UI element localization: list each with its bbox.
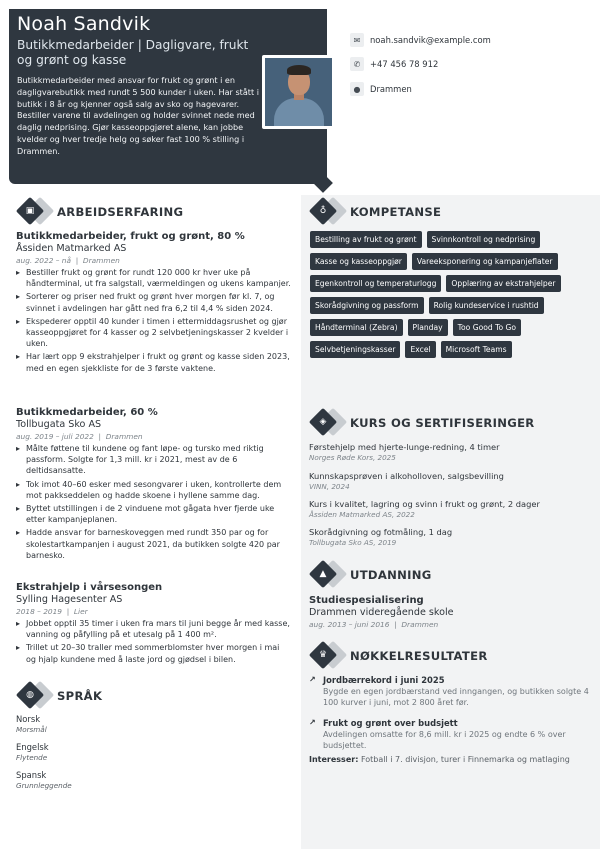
profile-summary: Butikkmedarbeider med ansvar for frukt og grønt i en dagligvarebutikk med rundt 5 500 kunder i uken. Har stått i butikk i 8 år og kjenner også salg av sko og hagevarer. Bestiller varene til avdelingen og holder svinnet nede med daglig nedprising. Gjør kasseoppgjøret alene, kan jobbe kvelder og hver tredje helg og søker fast 100 % stilling i Drammen. [17,75,259,156]
achievement-desc: Avdelingen omsatte for 8,6 mill. kr i 2025 og endte 6 % over budsjettet. [323,730,566,751]
job-company: Åssiden Matmarked AS [16,243,127,254]
interests [309,755,594,764]
language-name: Spansk [16,770,47,780]
email-text: noah.sandvik@example.com [370,35,491,45]
skill-chip: Kasse og kasseoppgjør [310,253,407,270]
job-role: Ekstrahjelp i vårsesongen [16,582,163,593]
course-item [309,442,594,463]
trend-up-icon: ↗ [309,675,316,684]
skill-chip: Planday [408,319,448,336]
skill-chip: Vareeksponering og kampanjeflater [412,253,558,270]
briefcase-icon: ▣ [25,206,35,216]
trend-up-icon: ↗ [309,718,316,727]
contact-phone[interactable] [350,57,438,71]
course-source: Norges Røde Kors, 2025 [309,453,396,462]
language-level: Morsmål [16,725,47,734]
languages-heading: SPRÅK [57,688,103,703]
globe-icon: ◍ [26,690,34,700]
skill-chip: Opplæring av ekstrahjelper [446,275,560,292]
achievements-header [311,643,488,668]
job-company: Tollbugata Sko AS [16,419,102,430]
education-item [309,594,584,630]
skill-chip: Skorådgivning og passform [310,297,424,314]
course-item [309,471,594,492]
skills-list [310,231,590,358]
experience-item [16,581,291,667]
skill-chip: Egenkontroll og temperaturlogg [310,275,441,292]
job-role: Butikkmedarbeider, frukt og grønt, 80 % [16,231,245,242]
skill-chip: Bestilling av frukt og grønt [310,231,422,248]
achievement-title: Jordbærrekord i juni 2025 [323,675,445,685]
course-source: Tollbugata Sko AS, 2019 [309,538,397,547]
skills-heading: KOMPETANSE [350,204,442,219]
job-bullet: ▸ Trillet ut 20–30 traller med sommerblomster hver morgen i mai og hjalp kundene med å laste jord og gjødsel i bilen. [16,642,291,664]
trophy-icon: ♛ [318,650,328,660]
languages-header [18,683,102,708]
job-bullet: ▸ Ekspederer opptil 40 kunder i timen i ettermiddagsrushet og gjør kasseoppgjøret for 4 kasser og 2 selvbetjeningskasser 2 kvelder i uken. [16,316,291,350]
experience-heading: ARBEIDSERFARING [57,204,184,219]
language-item [16,742,49,763]
skill-chip: Microsoft Teams [441,341,512,358]
language-level: Grunnleggende [16,781,72,790]
experience-header [18,199,183,224]
education-header [311,562,432,587]
skill-chip: Rolig kundeservice i rushtid [429,297,544,314]
course-name: Kunnskapsprøven i alkoholloven, salgsbevilling [309,471,504,481]
contact-email[interactable] [350,33,491,47]
education-degree: Studiespesialisering [309,595,424,606]
achievement-desc: Bygde en egen jordbærstand ved inngangen, og butikken solgte 4 100 kurver i juni, mot 2 800 året før. [323,687,589,708]
course-name: Førstehjelp med hjerte-lunge-redning, 4 timer [309,442,500,452]
graduation-cap-icon: ▲ [319,569,327,579]
certificate-icon: ◈ [319,417,327,427]
job-role: Butikkmedarbeider, 60 % [16,407,158,418]
job-company: Sylling Hagesenter AS [16,594,123,605]
lightbulb-icon: ♁ [319,206,327,216]
skill-chip: Excel [405,341,435,358]
skill-chip: Svinnkontroll og nedprising [427,231,541,248]
interests-label: Interesser: [309,755,359,764]
location-text: Drammen [370,84,412,94]
education-meta: aug. 2013 – juni 2016 | Drammen [309,620,439,629]
language-name: Engelsk [16,742,49,752]
language-item [16,770,72,791]
job-bullet: ▸ Bestiller frukt og grønt for rundt 120 000 kr hver uke på håndterminal, ut fra salgstall, værmeldingen og ukens kampanjer. [16,267,291,289]
course-name: Skorådgivning og fotmåling, 1 dag [309,527,453,537]
job-bullet: ▸ Målte føttene til kundene og fant løpe- og tursko med riktig passform. Solgte for 1,3 mill. kr i 2021, mest av de 6 deltidsansatte. [16,443,291,477]
phone-icon: ✆ [350,57,364,71]
job-bullet: ▸ Tok imot 40–60 esker med sesongvarer i uken, kontrollerte dem mot pakkseddelen og hadde skoene i hyllene samme dag. [16,479,291,501]
job-bullet: ▸ Jobbet opptil 35 timer i uken fra mars til juni begge år med kasse, vanning og påfylling på et utesalg på 1 400 m². [16,618,291,640]
achievement-item [309,674,589,709]
person-name: Noah Sandvik [17,13,151,35]
course-source: Åssiden Matmarked AS, 2022 [309,510,415,519]
skill-chip: Selvbetjeningskasser [310,341,400,358]
job-meta: 2018 – 2019 | Lier [16,607,88,616]
language-level: Flytende [16,753,48,762]
job-meta: aug. 2022 – nå | Drammen [16,256,120,265]
job-bullet: ▸ Har lært opp 9 ekstrahjelper i frukt og grønt og kasse siden 2023, med en egen sjekkliste for de 3 første vaktene. [16,351,291,373]
courses-heading: KURS OG SERTIFISERINGER [350,415,535,430]
profile-photo [262,55,335,129]
achievement-item [309,717,589,752]
skills-header [311,199,441,224]
course-item [309,527,594,548]
job-bullet: ▸ Hadde ansvar for barneskoveggen med rundt 350 par og for skolestartkampanjen i august 2021, da butikken solgte 420 par barnesko. [16,527,291,561]
course-item [309,499,594,520]
courses-header [311,410,535,435]
interests-text: Fotball i 7. divisjon, turer i Finnemarka og matlaging [360,755,570,764]
location-pin-icon: ● [350,82,364,96]
language-name: Norsk [16,714,41,724]
experience-item [16,406,291,563]
experience-item [16,230,291,376]
job-bullet: ▸ Sorterer og priser ned frukt og grønt hver morgen før kl. 7, og svinnet i avdelingen har gått ned fra 6,2 til 4,4 % siden 2024. [16,291,291,313]
job-bullet: ▸ Byttet utstillingen i de 2 vinduene mot gågata hver fjerde uke etter kampanjeplanen. [16,503,291,525]
achievement-title: Frukt og grønt over budsjett [323,718,458,728]
contact-location [350,82,412,96]
language-item [16,714,47,735]
skill-chip: Too Good To Go [453,319,521,336]
phone-text: +47 456 78 912 [370,59,439,69]
education-heading: UTDANNING [350,567,432,582]
achievements-heading: NØKKELRESULTATER [350,648,488,663]
course-source: VINN, 2024 [309,482,350,491]
education-school: Drammen videregående skole [309,607,454,618]
job-meta: aug. 2019 – juli 2022 | Drammen [16,432,143,441]
job-title: Butikkmedarbeider | Dagligvare, frukt og grønt og kasse [17,38,249,67]
skill-chip: Håndterminal (Zebra) [310,319,403,336]
mail-icon: ✉ [350,33,364,47]
course-name: Kurs i kvalitet, lagring og svinn i frukt og grønt, 2 dager [309,499,540,509]
